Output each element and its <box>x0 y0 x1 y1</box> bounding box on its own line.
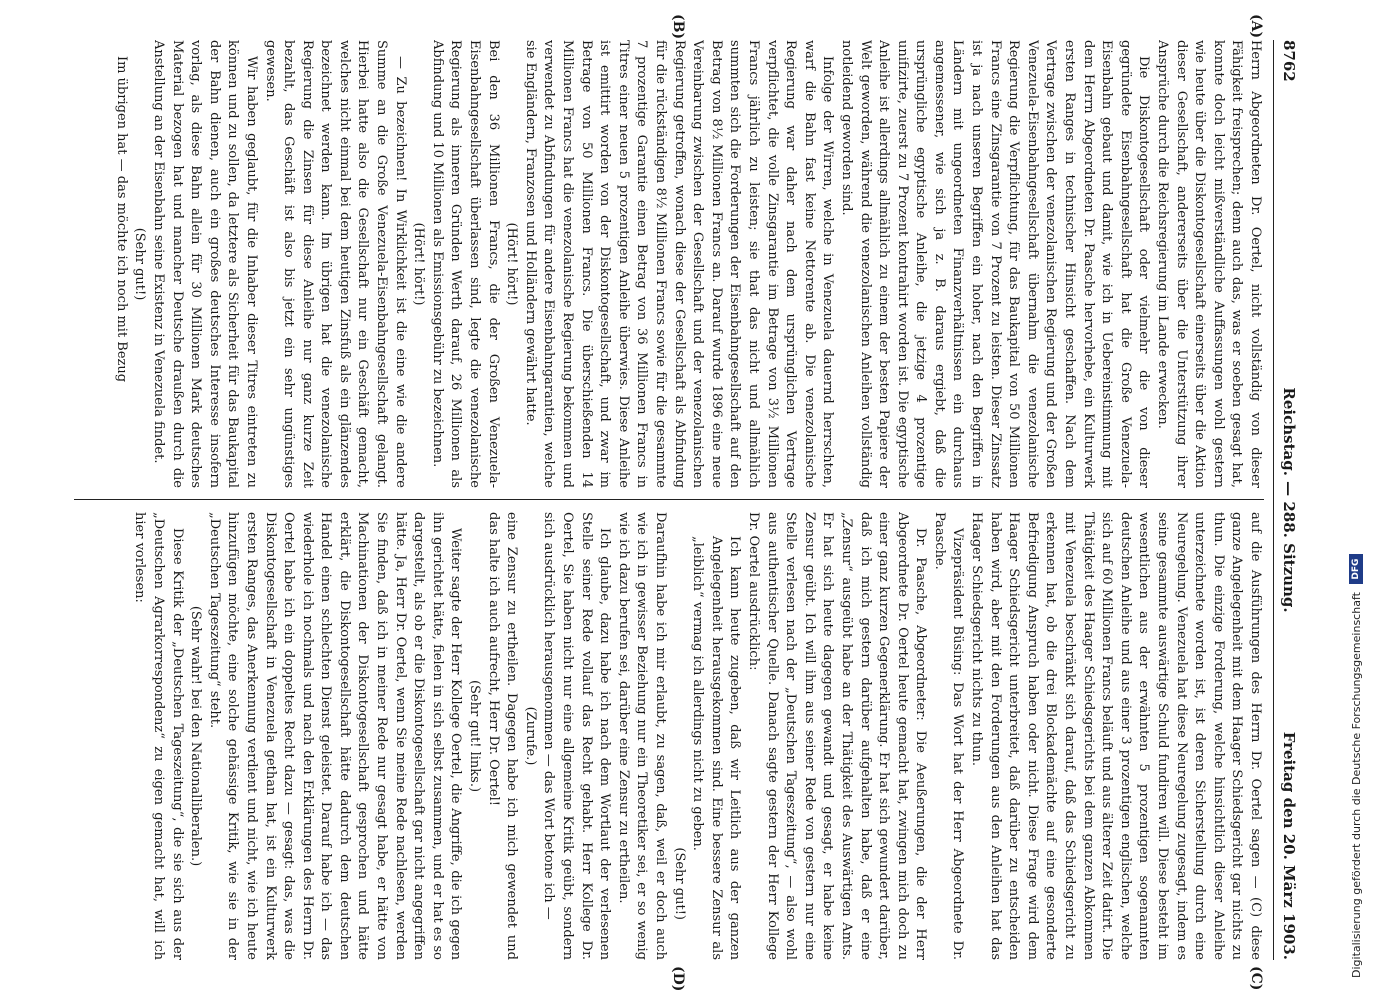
margin-marker-d: (D) <box>670 966 686 992</box>
paragraph: Weiter sagte der Herr Kollege Oertel, die Angriffe, die ich gegen ihn gerichtet hätte, fielen in sich selbst zusammen, und er hat es so dargestellt, als ob er die Diskontogesellschaft gar nicht angegriffen hätte. Ja, Herr Dr. Oertel, wenn Sie meine Rede nachlesen, werden Sie finden, daß ich in meiner Rede nur gesagt habe, er hätte von Machinationen der Diskontogesellschaft gesprochen und hätte erklärt, die Diskontogesellschaft hätte dadurch dem deutschen Handel einen schlechten Dienst geleistet. Darauf habe ich — das wiederhole ich nochmals und nach den Erklärungen des Herrn Dr. Oertel habe ich ein doppeltes Recht dazu — gesagt: das, was die Diskontogesellschaft in Venezuela gethan hat, ist ein Kulturwerk ersten Ranges, das Anerkennung verdient und nicht, wie ich heute hinzufügen möchte, eine solche gehässige Kritik, wie sie in der „Deutschen Tageszeitung“ steht. <box>206 512 464 960</box>
margin-marker-a: (A) <box>1248 14 1264 39</box>
paragraph: Vizepräsident Büsing: Das Wort hat der Herr Abgeordnete Dr. Paasche. <box>931 512 966 960</box>
paragraph: Infolge der Wirren, welche in Venezuela dauernd herrschten, warf die Bahn fast keine Nettorente ab. Die venezolanische Regierung war daher nach dem ursprünglichen Vertrage verpflichtet, die volle Zinsgarantie im Betrage von 3½ Millionen Francs jährlich zu leisten; sie that das nicht und allmählich summten sich die Forderungen der Eisenbahngesellschaft auf den Betrag von 8½ Millionen Francs an. Darauf wurde 1896 eine neue Vereinbarung zwischen der Gesellschaft und der venezolanischen Regierung getroffen, wonach diese der Gesellschaft als Abfindung für die rückständigen 8½ Millionen Francs sowie für die gesammte 7 prozentige Garantie einen Betrag von 36 Millionen Francs in Titres einer neuen 5 prozentigen Anleihe überwies. Diese Anleihe ist emittirt worden von der Diskontogesellschaft, und zwar im Betrage von 50 Millionen Francs. Die überschießenden 14 Millionen Francs hat die venezolanische Regierung bekommen und verwendet zu Abfindungen für andere Eisenbahngarantien, welche sie Engländern, Franzosen und Holländern gewährt hatte. <box>522 40 836 488</box>
paragraph: Diese Kritik der „Deutschen Tageszeitung“, die sie sich aus der „Deutschen Agrarkorrespondenz“ zu eigen gemacht hat, will ich hier vorlesen: <box>132 512 185 960</box>
margin-marker-b: (B) <box>670 14 686 40</box>
paragraph: Daraufhin habe ich mir erlaubt, zu sagen, daß, weil er doch auch wie ich in gewisser Beziehung nur ein Theoretiker sei, er so wenig wie ich dazu berufen sei, darüber eine Zensur zu ertheilen. <box>615 512 668 960</box>
paragraph: auf die Ausführungen des Herrn Dr. Oertel sagen — (C) diese ganze Angelegenheit mit dem Haager Schiedsgericht gar nichts zu thun. Die einzige Forderung, welche hinsichtlich dieser Anleihe unterzeichnete worden ist, ist deren Sicherstellung durch eine Neuregelung. Venezuela hat diese Neuregelung zugesagt, indem es seine gesammte auswärtige Schuld fundiren will. Diese besteht im wesentlichen aus der erwähnten 5 prozentigen sogenannten deutschen Anleihe und aus einer 3 prozentigen englischen, welche sich auf 60 Millionen Francs beläuft und aus älterer Zeit datirt. Die Thätigkeit des Haager Schiedsgerichts bei dem ganzen Abkommen mit Venezuela beschränkt sich darauf, daß das Schiedsgericht zu erkennen hat, ob die drei Blockademächte auf eine gesonderte Befriedigung Anspruch haben oder nicht. Diese Frage wird dem Haager Schiedsgericht unterbreitet, daß darüber zu entscheiden haben wird, aber mit den Forderungen aus den Anleihen hat das Haager Schiedsgericht nichts zu thun. <box>969 512 1263 960</box>
paragraph: eine Zensur zu ertheilen. Dagegen habe ich mich gewendet und das halte ich auch aufrecht, Herr Dr. Oertel! <box>485 512 520 960</box>
dfg-logo: DFG <box>1349 554 1363 584</box>
paragraph: Dr. Paasche, Abgeordneter: Die Aeußerungen, die der Herr Abgeordnete Dr. Oertel heute gemacht hat, zwingen mich doch zu einer ganz kurzen Gegenerklärung. Er hat sich gewundert darüber, daß ich mich gestern darüber aufgehalten habe, daß er eine „Zensur“ ausgeübt habe an der Thätigkeit des Auswärtigen Amts. Er hat sich heute dagegen gewandt und gesagt, er habe keine Zensur geübt. Ich will ihm aus seiner Rede von gestern nur eine Stelle verlesen nach der „Deutschen Tageszeitung“, — also wohl aus authentischer Quelle. Danach sagte gestern der Herr Kollege Dr. Oertel ausdrücklich: <box>745 512 929 960</box>
paragraph: (Sehr gut!) <box>132 227 148 301</box>
paragraph: Die Diskontogesellschaft oder vielmehr die von dieser gegründete Eisenbahngesellschaft hat die Große Venezuela-Eisenbahn gebaut und damit, wie ich in Uebereinstimmung mit dem Herrn Abgeordneten Dr. Paasche hervorhebe, ein Kulturwerk ersten Ranges in technischer Hinsicht geschaffen. Nach dem Vertrage zwischen der venezolanischen Regierung und der Großen Venezuela-Eisenbahngesellschaft übernahm die venezolanische Regierung die Verpflichtung, für das Baukapital von 50 Millionen Francs eine Zinsgarantie von 7 Prozent zu leisten. Dieser Zinssatz ist ja nach unseren Begriffen ein hoher, nach den Begriffen in Ländern mit ungeordneten Finanzverhältnissen ein durchaus angemessener, wie sich ja z. B. daraus ergiebt, daß die ursprüngliche egyptische Anleihe, die jetzige 4 prozentige unifizirte, zuerst zu 7 Prozent kontrahirt worden ist. Die egyptische Anleihe ist allerdings allmählich zu einem der besten Papiere der Welt geworden, während die venezolanischen Anleihen vollständig notleidend geworden sind. <box>838 40 1152 488</box>
left-column <box>74 40 1264 488</box>
credit-text: Digitalisierung gefördert durch die Deutsche Forschungsgemeinschaft <box>1349 592 1363 978</box>
header-rule <box>1273 40 1274 960</box>
column-divider <box>74 499 1264 500</box>
paragraph: Ich kann heute zugeben, daß wir Leitlich aus der ganzen Angelegenheit herausgekommen sind. Eine bessere Zensur als „leiblich“ vermag ich allerdings nicht zu geben. <box>690 536 743 960</box>
margin-marker-c: (C) <box>1248 966 1264 991</box>
page-title: Reichstag. — 288. Sitzung. <box>1280 387 1298 613</box>
paragraph: (Hört! hört!) <box>504 222 520 306</box>
paragraph: (Sehr gut! links.) <box>467 679 483 793</box>
paragraph: — Zu bezeichnen! In Wirklichkeit ist die eine wie die andere Summe an die Große Venezuela-Eisenbahngesellschaft gelangt. Hierbei hatte also die Gesellschaft nur ein Geschäft gemacht, welches nicht einmal bei dem heutigen Zinsfuß als ein glänzendes bezeichnet werden kann. Im übrigen hat die venezolanische Regierung die Zinsen für diese Anleihe nur ganz kurze Zeit bezahlt, das Geschäft ist also bis jetzt ein sehr ungünstiges gewesen. <box>262 40 408 488</box>
paragraph: Herrn Abgeordneten Dr. Oertel, nicht vollständig von dieser Fähigkeit freisprechen; denn auch das, was er soeben gesagt hat, konnte doch leicht mißverständliche Auffassungen wohl gestern wie heute über die Diskontogesellschaft einerseits über die Aktion dieser Gesellschaft, andererseits über die Unterstützung ihrer Ansprüche durch die Reichsregierung im Lande erwecken. <box>1155 40 1263 488</box>
page-header <box>1276 40 1298 960</box>
right-column <box>74 512 1264 960</box>
paragraph: Ich glaube, dazu habe ich nach dem Wortlaut der verlesenen Stelle seiner Rede vollauf das Recht gehabt. Herr Kollege Dr. Oertel, Sie haben nicht nur eine allgemeine Kritik geübt, sondern sich ausdrücklich herausgenommen — das Wort betone ich — <box>541 512 613 960</box>
page-date: Freitag den 20. März 1903. <box>1280 731 1298 960</box>
paragraph: (Hört! hört!) <box>411 222 427 306</box>
paragraph: (Sehr gut!) <box>671 847 687 920</box>
page-number: 8762 <box>1280 40 1298 82</box>
digitization-credit <box>1345 8 1367 978</box>
paragraph: (Zurufe.) <box>522 706 538 766</box>
paragraph: (Sehr wahr! bei den Nationalliberalen.) <box>188 605 204 867</box>
paragraph: Wir haben geglaubt, für die Inhaber dieser Titres eintreten zu können und zu sollen, da letztere als Sicherheit für das Baukapital der Bahn dienen, auch ein großes deutsches Interesse insofern vorlag, als diese Bahn allein für 30 Millionen Mark deutsches Material bezogen hat und mancher Deutsche draußen durch die Anstellung an der Eisenbahn seine Existenz in Venezuela findet. <box>150 40 259 488</box>
paragraph: Im übrigen hat — das möchte ich noch mit Bezug <box>113 56 129 383</box>
paragraph: Bei den 36 Millionen Francs, die der Großen Venezuela-Eisenbahngesellschaft überlassen sind, legte die venezolanische Regierung als inneren Gründen Werth darauf, 26 Millionen als Abfindung und 10 Millionen als Emissionsgebühr zu bezeichnen. <box>429 40 501 488</box>
